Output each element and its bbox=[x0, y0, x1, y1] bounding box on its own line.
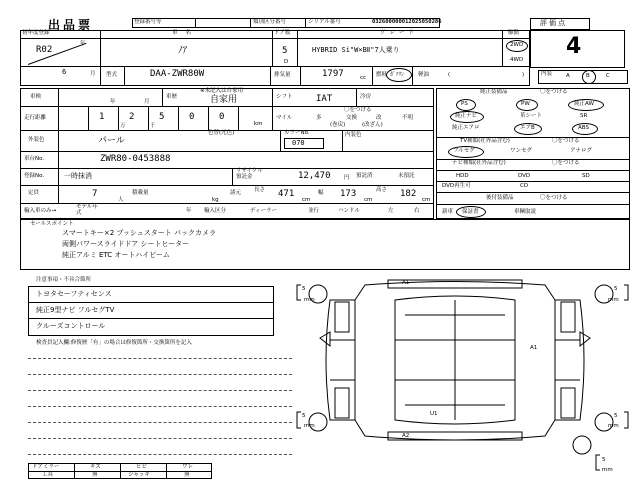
equipment-title: 純正装備品 bbox=[480, 89, 508, 95]
inspector-notes-title: 検査員記入欄:修復歴「有」の場合は修復箇所・交換箇所を記入 bbox=[36, 340, 192, 346]
handle-label: ハンドル bbox=[338, 208, 361, 214]
equip-pw: PW bbox=[521, 101, 530, 107]
chassis-label: 車台No. bbox=[24, 156, 45, 162]
first-reg-era: R02 bbox=[36, 45, 53, 55]
load-label: 積載量 bbox=[132, 190, 149, 196]
damage-a1-side: A1 bbox=[530, 345, 538, 351]
damage-u1: U1 bbox=[430, 411, 438, 417]
registration-status: 一時抹消 bbox=[64, 172, 92, 180]
nav-sd: SD bbox=[582, 173, 590, 179]
tread-rear-right: 5 bbox=[614, 413, 618, 419]
aftermarket-title: 後付装備品 bbox=[486, 195, 514, 201]
manual: 車輌取説 bbox=[514, 209, 537, 215]
capacity-label: 定員 bbox=[28, 190, 40, 196]
tv-type-title: TV種類(社外品含む) bbox=[460, 138, 510, 144]
import-label: 輸入車のみ→ bbox=[24, 208, 57, 214]
equip-aero: 純正エアロ bbox=[452, 125, 480, 131]
reg-no-label: 登録番号等 bbox=[134, 19, 162, 25]
notes-title: 注意事項・不具合箇所 bbox=[36, 277, 92, 283]
exterior-color-label: 外装色 bbox=[28, 137, 45, 143]
equip-leather: 革シート bbox=[520, 113, 543, 119]
recycle-fee: 12,470 bbox=[298, 171, 331, 181]
car-name: ﾉｱ bbox=[178, 46, 188, 56]
vehicle-history-value: 自家用 bbox=[210, 95, 238, 105]
model-code: DAA-ZWR80W bbox=[150, 69, 205, 79]
shift-value: IAT bbox=[316, 94, 333, 104]
drive-4wd: 4WD bbox=[510, 57, 524, 63]
nav-type-title: ナビ種類(社外品含む) bbox=[452, 160, 506, 166]
note-line-1: トヨタセーフティセンス bbox=[36, 290, 112, 298]
tread-rear-left: 5 bbox=[302, 413, 306, 419]
color-no-value: 070 bbox=[292, 139, 305, 147]
mileage-digit-4: 0 bbox=[189, 112, 195, 122]
mileage-digit-5: 0 bbox=[219, 112, 225, 122]
note-line-3: クルーズコントロール bbox=[36, 322, 106, 330]
score-value: 4 bbox=[566, 34, 582, 59]
score-label: 評価点 bbox=[540, 19, 567, 27]
sales-point-title: セールスポイント bbox=[30, 221, 74, 227]
height-value: 182 bbox=[400, 189, 417, 199]
ac-label: 冷房 bbox=[360, 94, 372, 100]
drive-2wd: 2WD bbox=[510, 42, 524, 48]
mileage-digit-3: 5 bbox=[159, 112, 165, 122]
page-title: 出品票 bbox=[48, 18, 94, 32]
mileage-digit-2: 2 bbox=[129, 112, 135, 122]
fuel-label: 燃料 bbox=[376, 72, 388, 78]
dimensions-label: 諸元 bbox=[230, 190, 242, 196]
deposit-paid: 預託済 bbox=[356, 173, 373, 179]
tv-analog: アナログ bbox=[570, 148, 593, 154]
color-no-label: カラーNo. bbox=[284, 130, 310, 136]
equip-abs: ABS bbox=[578, 125, 589, 131]
shift-label: シフト bbox=[276, 94, 293, 100]
first-reg-month: 6 bbox=[62, 68, 67, 76]
sales-point-line-1: スマートキー×2 プッシュスタート バックカメラ bbox=[62, 229, 216, 237]
tread-front-left: 5 bbox=[302, 286, 306, 292]
serial-number: 032600000012025050286 bbox=[372, 19, 442, 25]
fuel-value: ｶﾞｿﾘﾝ bbox=[390, 72, 404, 78]
registration-label: 登録No. bbox=[24, 173, 45, 179]
dvd-playable: DVD再生可 bbox=[442, 183, 471, 189]
tread-front-right: 5 bbox=[614, 286, 618, 292]
damage-a1-front: A1 bbox=[402, 280, 410, 286]
deposit-unpaid: 未預託 bbox=[398, 173, 415, 179]
mileage-digit-1: 1 bbox=[99, 112, 105, 122]
interior-grade-value: B bbox=[586, 73, 590, 79]
length-value: 471 bbox=[278, 189, 295, 199]
door-count: 5 bbox=[282, 46, 288, 56]
equip-ps: PS bbox=[461, 101, 468, 107]
model-label: 型式 bbox=[106, 72, 118, 78]
vehicle-history-label: 車歴 bbox=[166, 94, 178, 100]
displacement-label: 排気量 bbox=[274, 72, 291, 78]
mile-label: マイル bbox=[276, 115, 293, 121]
interior-color-label: 内装色 bbox=[345, 132, 362, 138]
equip-sr: SR bbox=[580, 113, 588, 119]
equip-airbag: エアB bbox=[520, 125, 535, 131]
nav-dvd: DVD bbox=[518, 173, 531, 179]
tv-fullseg: フルセグ bbox=[453, 148, 475, 154]
warranty: 保証書 bbox=[462, 209, 479, 215]
capacity-value: 7 bbox=[92, 189, 98, 199]
mileage-label: 走行距離 bbox=[24, 115, 47, 121]
chassis-number: ZWR80-0453888 bbox=[100, 154, 171, 164]
grade-value: HYBRID Si"W×BⅡ"7人乗り bbox=[312, 46, 400, 54]
exterior-color-value: パール bbox=[98, 136, 125, 146]
tread-spare: 5 bbox=[602, 457, 606, 463]
inspection-label: 車検 bbox=[30, 94, 42, 100]
new-car: 新車 bbox=[442, 209, 454, 215]
import-type-label: 輸入区分 bbox=[204, 208, 227, 214]
type-code-label: 類別区分番号 bbox=[253, 19, 287, 25]
damage-a2: A2 bbox=[402, 433, 410, 439]
serial-label: シリアル番号 bbox=[308, 19, 341, 25]
interior-label: 内装 bbox=[541, 71, 553, 77]
equip-genuine-aw: 純正AW bbox=[574, 101, 594, 107]
grade-label: グレード bbox=[380, 30, 419, 36]
equip-genuine-navi: 純正ナビ bbox=[455, 113, 478, 119]
car-name-label: 車名 bbox=[172, 30, 200, 36]
cd-label: CD bbox=[520, 183, 529, 189]
width-value: 173 bbox=[340, 189, 357, 199]
sales-point-line-2: 両側パワースライドドア シートヒーター bbox=[62, 240, 190, 248]
first-reg-label: 初年度登録 bbox=[22, 30, 50, 36]
sales-point-line-3: 純正アルミ ETC オートハイビーム bbox=[62, 251, 170, 259]
drive-label: 駆動 bbox=[508, 30, 520, 36]
note-line-2: 純正9型ナビ フルセグTV bbox=[36, 306, 115, 314]
displacement-value: 1797 bbox=[322, 69, 344, 79]
doors-label: ドア数 bbox=[274, 30, 291, 36]
recycle-label: リサイクル預託金 bbox=[236, 168, 263, 180]
tv-oneseg: ワンセグ bbox=[510, 148, 533, 154]
light-oil: 軽油 bbox=[418, 72, 430, 78]
nav-hdd: HDD bbox=[456, 173, 469, 179]
